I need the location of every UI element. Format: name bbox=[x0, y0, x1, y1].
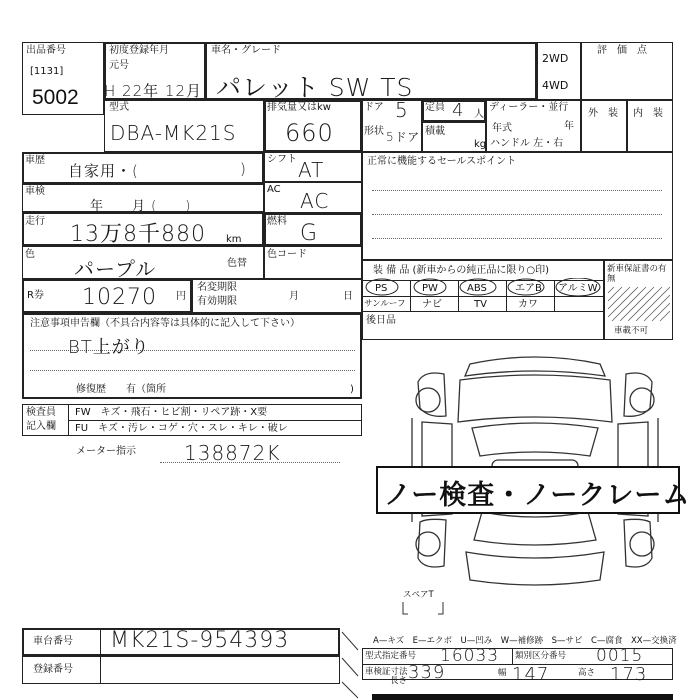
left-rear-fender bbox=[418, 519, 446, 567]
shift-label: シフト bbox=[267, 154, 297, 165]
capacity-unit: 人 bbox=[474, 109, 484, 120]
windshield bbox=[472, 423, 598, 456]
meter-value: 138872K bbox=[184, 441, 281, 465]
sales-point-label: 正常に機能するセールスポイント bbox=[367, 156, 517, 167]
doors-label: ドア bbox=[364, 102, 384, 113]
meter-line bbox=[160, 462, 340, 463]
usage-value: 自家用・( bbox=[68, 162, 139, 180]
sales-line-3 bbox=[372, 238, 662, 239]
pw-circle bbox=[414, 279, 446, 295]
spare-label: スペアT bbox=[403, 590, 434, 600]
warranty-title: 新車保証書の有無 bbox=[607, 264, 667, 284]
inspector-row-divider bbox=[68, 420, 362, 421]
model-label: 型式 bbox=[109, 102, 129, 113]
left-front-door bbox=[422, 422, 452, 468]
fuel-label: 燃料 bbox=[267, 216, 287, 227]
inspection-value: 年 月 ( ) bbox=[90, 199, 192, 214]
sales-line-2 bbox=[372, 214, 662, 215]
recycle-value: 10270 bbox=[82, 285, 157, 310]
type-cert-label: 型式指定番号 bbox=[365, 651, 417, 661]
equip-airbag: エアB bbox=[515, 283, 542, 294]
lot-number: 5002 bbox=[32, 86, 79, 109]
shape-value: 5ドア bbox=[386, 130, 421, 144]
inspector-row2: FU キズ・汚レ・コゲ・穴・スレ・キレ・破レ bbox=[75, 423, 288, 434]
warranty-note: 車載不可 bbox=[614, 326, 649, 336]
load-unit: kg bbox=[474, 139, 487, 150]
rear-bumper bbox=[466, 552, 604, 585]
alloy-circle bbox=[556, 278, 600, 296]
inspector-label-top: 検査員 bbox=[26, 407, 56, 418]
equip-tv: TV bbox=[474, 299, 487, 310]
reg-divider bbox=[100, 656, 101, 684]
transfer-day: 日 bbox=[343, 291, 353, 302]
mileage-unit: km bbox=[226, 234, 242, 245]
inspector-label-bottom: 記入欄 bbox=[26, 421, 56, 432]
equip-sunroof: サンルーフ bbox=[364, 299, 406, 309]
repair-label: 修復歴 有（箇所 bbox=[76, 384, 166, 395]
capacity-value: 4 bbox=[452, 100, 465, 121]
equipment-title: 装 備 品 (新車からの純正品に限り○印) bbox=[373, 265, 550, 276]
name-grade-label: 車名・グレード bbox=[211, 45, 281, 56]
exterior-label: 外 装 bbox=[588, 108, 618, 119]
dealer-label: ディーラー・並行 bbox=[489, 102, 569, 113]
rear-window bbox=[474, 512, 596, 545]
displacement-value: 660 bbox=[285, 119, 334, 147]
era-label: 元号 bbox=[109, 60, 129, 71]
displacement-label: 排気量又はkw bbox=[267, 102, 331, 113]
handle-label: ハンドル 左・右 bbox=[490, 138, 564, 149]
warranty-hatch bbox=[608, 287, 670, 321]
reg-label: 登録番号 bbox=[33, 664, 73, 675]
notes-line-2 bbox=[30, 370, 355, 371]
type-cert-value: 16033 bbox=[440, 646, 500, 666]
year-label: 年式 bbox=[492, 123, 512, 134]
first-reg-label: 初度登録年月 bbox=[109, 45, 169, 56]
length-label: 長さ bbox=[390, 676, 408, 686]
mileage-value: 13万8千880 bbox=[70, 222, 206, 247]
usage-label: 車歴 bbox=[25, 155, 45, 166]
chassis-divider bbox=[100, 628, 101, 656]
load-label: 積載 bbox=[425, 126, 445, 137]
lot-label: 出品番号 bbox=[26, 45, 66, 56]
damage-legend: A—キズ E—エクボ U—凹み W—補修跡 S—サビ C—腐食 XX—交換済 bbox=[373, 636, 677, 646]
recycle-label: R券 bbox=[27, 290, 44, 301]
repair-close: ) bbox=[350, 384, 354, 395]
right-rear-wheel bbox=[630, 532, 654, 556]
shift-value: AT bbox=[298, 158, 325, 182]
equip-alloy: アルミW bbox=[558, 283, 598, 294]
notes-value: BT上がり bbox=[68, 337, 150, 358]
doors-value: 5 bbox=[395, 98, 409, 122]
later-label: 後日品 bbox=[366, 315, 396, 326]
equip-pw: PW bbox=[422, 283, 438, 294]
lot-sub: [1131] bbox=[30, 66, 64, 77]
inspection-label: 車検 bbox=[25, 186, 45, 197]
drive-4wd: 4WD bbox=[542, 79, 569, 92]
score-label: 評 価 点 bbox=[597, 45, 647, 56]
transfer-label1: 名変期限 bbox=[197, 282, 237, 293]
color-code-label: 色コード bbox=[267, 249, 307, 260]
load-box bbox=[422, 122, 486, 152]
chassis-value: MK21S-954393 bbox=[110, 628, 290, 653]
name-grade-value: パレット SW TS bbox=[216, 73, 414, 102]
notes-label: 注意事項申告欄（不具合内容等は具体的に記入して下さい） bbox=[30, 318, 300, 329]
sales-point-box bbox=[362, 152, 673, 260]
color-value: パープル bbox=[74, 257, 157, 281]
equip-leather: カワ bbox=[518, 299, 538, 310]
right-front-door bbox=[618, 422, 648, 468]
ac-value: AC bbox=[300, 189, 330, 213]
model-value: DBA-MK21S bbox=[110, 121, 237, 145]
class-value: 0015 bbox=[596, 646, 644, 666]
class-label: 類別区分番号 bbox=[515, 651, 567, 661]
abs-circle bbox=[460, 279, 496, 295]
chassis-label: 車台番号 bbox=[33, 636, 73, 647]
bottom-black-bar bbox=[372, 694, 673, 700]
mileage-label: 走行 bbox=[25, 216, 45, 227]
meter-label: メーター指示 bbox=[76, 446, 136, 457]
first-reg-value: H 22年 12月 bbox=[104, 82, 202, 100]
drive-2wd: 2WD bbox=[542, 52, 569, 65]
recycle-unit: 円 bbox=[176, 291, 186, 302]
spare-bracket bbox=[400, 600, 446, 616]
capacity-label: 定員 bbox=[425, 102, 445, 113]
color-label: 色 bbox=[25, 249, 35, 260]
usage-close: ) bbox=[240, 160, 247, 178]
height-value: 173 bbox=[610, 664, 648, 685]
height-label: 高さ bbox=[578, 668, 596, 678]
hood bbox=[458, 375, 612, 422]
repaint-label: 色替 bbox=[227, 258, 247, 269]
equip-abs: ABS bbox=[467, 283, 487, 294]
fuel-value: G bbox=[300, 221, 319, 246]
length-value: 339 bbox=[408, 662, 446, 683]
usage-box bbox=[22, 152, 264, 184]
airbag-circle bbox=[508, 279, 544, 295]
shape-label: 形状 bbox=[364, 126, 384, 137]
width-value: 147 bbox=[512, 664, 550, 685]
transfer-month: 月 bbox=[289, 291, 299, 302]
ac-label: AC bbox=[267, 184, 281, 195]
interior-label: 内 装 bbox=[633, 108, 663, 119]
equip-navi: ナビ bbox=[422, 299, 442, 310]
year-unit: 年 bbox=[564, 121, 574, 132]
ps-circle bbox=[366, 279, 398, 295]
size-label: 車検証寸法 bbox=[365, 667, 408, 677]
type-cert-divider bbox=[512, 648, 513, 664]
transfer-label2: 有効期限 bbox=[197, 296, 237, 307]
equip-ps: PS bbox=[375, 283, 388, 294]
equipment-marks bbox=[362, 278, 604, 314]
width-label: 幅 bbox=[498, 668, 507, 678]
left-rear-wheel bbox=[416, 532, 440, 556]
front-outline bbox=[465, 357, 605, 376]
inspector-row1: FW キズ・飛石・ヒビ割・リペア跡・X要 bbox=[75, 407, 268, 418]
no-inspection-stamp: ノー検査・ノークレーム bbox=[384, 480, 691, 511]
right-rear-fender bbox=[624, 519, 652, 567]
sales-line-1 bbox=[372, 190, 662, 191]
